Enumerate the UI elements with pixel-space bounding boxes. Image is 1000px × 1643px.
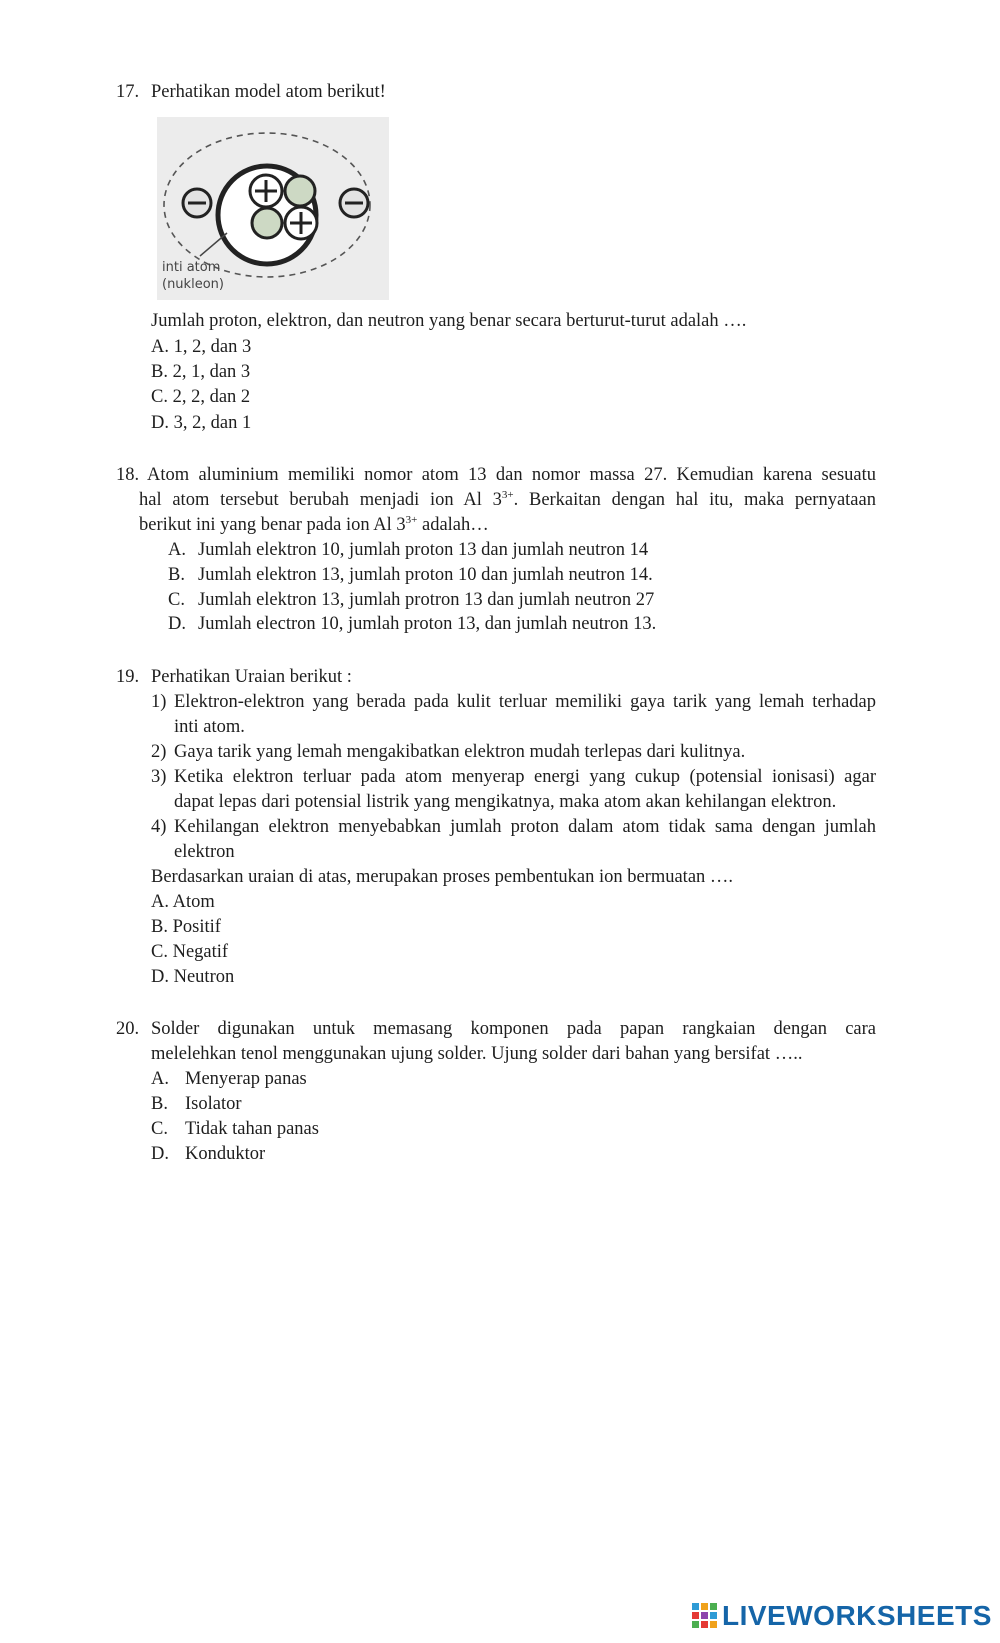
q17-number: 17. bbox=[116, 82, 140, 102]
proton-2 bbox=[285, 207, 317, 239]
q20-option-d-letter: D. bbox=[151, 1144, 169, 1164]
q19-number: 19. bbox=[116, 667, 140, 687]
atom-model-figure bbox=[157, 117, 389, 300]
electron-right bbox=[340, 189, 368, 217]
q17-option-b[interactable]: B. 2, 1, dan 3 bbox=[151, 362, 251, 382]
q19-item-4-number: 4) bbox=[151, 817, 167, 837]
q19-item-3 bbox=[151, 766, 876, 788]
q17-option-c[interactable]: C. 2, 2, dan 2 bbox=[151, 387, 251, 407]
q19-item-3-line1: Ketika elektron terluar pada atom menyerap energi yang cukup (potensial ionisasi) agar bbox=[174, 767, 876, 787]
q20-line2: melelehkan tenol menggunakan ujung solder. Ujung solder dari bahan yang bersifat ….. bbox=[151, 1044, 803, 1064]
q17-prompt: Perhatikan model atom berikut! bbox=[151, 82, 386, 102]
q18-option-a-text: Jumlah elektron 10, jumlah proton 13 dan jumlah neutron 14 bbox=[198, 540, 649, 560]
q18-option-a-letter: A. bbox=[168, 540, 186, 560]
proton-1 bbox=[250, 175, 282, 207]
q18-charge-sup: 3+ bbox=[501, 489, 514, 501]
q18-line3-a: berikut ini yang benar pada ion Al 3 bbox=[139, 515, 406, 535]
q18-option-c[interactable] bbox=[168, 589, 654, 611]
liveworksheets-logo bbox=[692, 1600, 992, 1632]
q18-option-b-text: Jumlah elektron 13, jumlah proton 10 dan jumlah neutron 14. bbox=[198, 565, 653, 585]
q19-option-c[interactable]: C. Negatif bbox=[151, 942, 229, 962]
q19-item-3-number: 3) bbox=[151, 767, 167, 787]
q20-option-a-letter: A. bbox=[151, 1069, 169, 1089]
q18-number: 18. bbox=[116, 465, 140, 485]
q19-question: Berdasarkan uraian di atas, merupakan proses pembentukan ion bermuatan …. bbox=[151, 867, 734, 887]
q18-option-b-letter: B. bbox=[168, 565, 185, 585]
q20-option-c-letter: C. bbox=[151, 1119, 168, 1139]
q17-option-d[interactable]: D. 3, 2, dan 1 bbox=[151, 413, 252, 433]
q19-prompt: Perhatikan Uraian berikut : bbox=[151, 667, 352, 687]
figure-label-line2: (nukleon) bbox=[162, 277, 224, 292]
liveworksheets-logo-text: LIVEWORKSHEETS bbox=[722, 1600, 992, 1631]
q18-option-c-text: Jumlah elektron 13, jumlah protron 13 dan jumlah neutron 27 bbox=[198, 590, 655, 610]
q18-line3 bbox=[139, 514, 876, 536]
q20-option-b-letter: B. bbox=[151, 1094, 168, 1114]
q19-item-4-line1: Kehilangan elektron menyebabkan jumlah proton dalam atom tidak sama dengan jumlah bbox=[174, 817, 876, 837]
q18-line3-b: adalah… bbox=[417, 515, 489, 535]
q19-item-4 bbox=[151, 816, 876, 838]
q20-option-b-text: Isolator bbox=[185, 1094, 242, 1114]
q20-option-a-text: Menyerap panas bbox=[185, 1069, 307, 1089]
q19-option-a[interactable]: A. Atom bbox=[151, 892, 215, 912]
electron-left bbox=[183, 189, 211, 217]
q20-number: 20. bbox=[116, 1019, 140, 1039]
neutron-1 bbox=[285, 176, 315, 206]
q18-option-d[interactable] bbox=[168, 613, 656, 635]
q19-item-1-line1: Elektron-elektron yang berada pada kulit terluar memiliki gaya tarik yang lemah terhadap bbox=[174, 692, 876, 712]
q19-item-4-line2: elektron bbox=[174, 842, 235, 862]
q19-item-2 bbox=[151, 741, 745, 763]
q18-option-d-text: Jumlah electron 10, jumlah proton 13, dan jumlah neutron 13. bbox=[198, 614, 657, 634]
q18-line2 bbox=[139, 489, 876, 511]
q18-option-b[interactable] bbox=[168, 564, 653, 586]
q18-option-c-letter: C. bbox=[168, 590, 185, 610]
label-pointer-line bbox=[200, 233, 227, 256]
q18-line2-b: . Berkaitan dengan hal itu, maka pernyataan bbox=[513, 490, 876, 510]
liveworksheets-logo-icon bbox=[692, 1603, 718, 1629]
q20-option-c-text: Tidak tahan panas bbox=[185, 1119, 319, 1139]
q18-line2-a: hal atom tersebut berubah menjadi ion Al 3 bbox=[139, 490, 502, 510]
q19-option-b[interactable]: B. Positif bbox=[151, 917, 221, 937]
neutron-2 bbox=[252, 208, 282, 238]
q20-option-b[interactable] bbox=[151, 1093, 242, 1115]
q20-option-a[interactable] bbox=[151, 1068, 307, 1090]
q20-option-d-text: Konduktor bbox=[185, 1144, 266, 1164]
q19-item-2-line1: Gaya tarik yang lemah mengakibatkan elektron mudah terlepas dari kulitnya. bbox=[174, 742, 746, 762]
q19-item-1-number: 1) bbox=[151, 692, 167, 712]
q19-item-1-line2: inti atom. bbox=[174, 717, 245, 737]
q19-item-3-line2: dapat lepas dari potensial listrik yang mengikatnya, maka atom akan kehilangan elektron. bbox=[174, 792, 837, 812]
q17-question: Jumlah proton, elektron, dan neutron yang benar secara berturut-turut adalah …. bbox=[151, 311, 747, 331]
q18-line1: Atom aluminium memiliki nomor atom 13 dan nomor massa 27. Kemudian karena sesuatu bbox=[147, 465, 876, 485]
q18-option-a[interactable] bbox=[168, 539, 648, 561]
q20-line1: Solder digunakan untuk memasang komponen pada papan rangkaian dengan cara bbox=[151, 1019, 876, 1039]
q19-item-1 bbox=[151, 691, 876, 713]
q19-item-2-number: 2) bbox=[151, 742, 167, 762]
q18-charge-sup-2: 3+ bbox=[405, 514, 418, 526]
q18-option-d-letter: D. bbox=[168, 614, 186, 634]
q20-option-d[interactable] bbox=[151, 1143, 265, 1165]
q17-option-a[interactable]: A. 1, 2, dan 3 bbox=[151, 337, 252, 357]
q20-option-c[interactable] bbox=[151, 1118, 319, 1140]
q19-option-d[interactable]: D. Neutron bbox=[151, 967, 235, 987]
figure-label-line1: inti atom bbox=[162, 260, 221, 275]
